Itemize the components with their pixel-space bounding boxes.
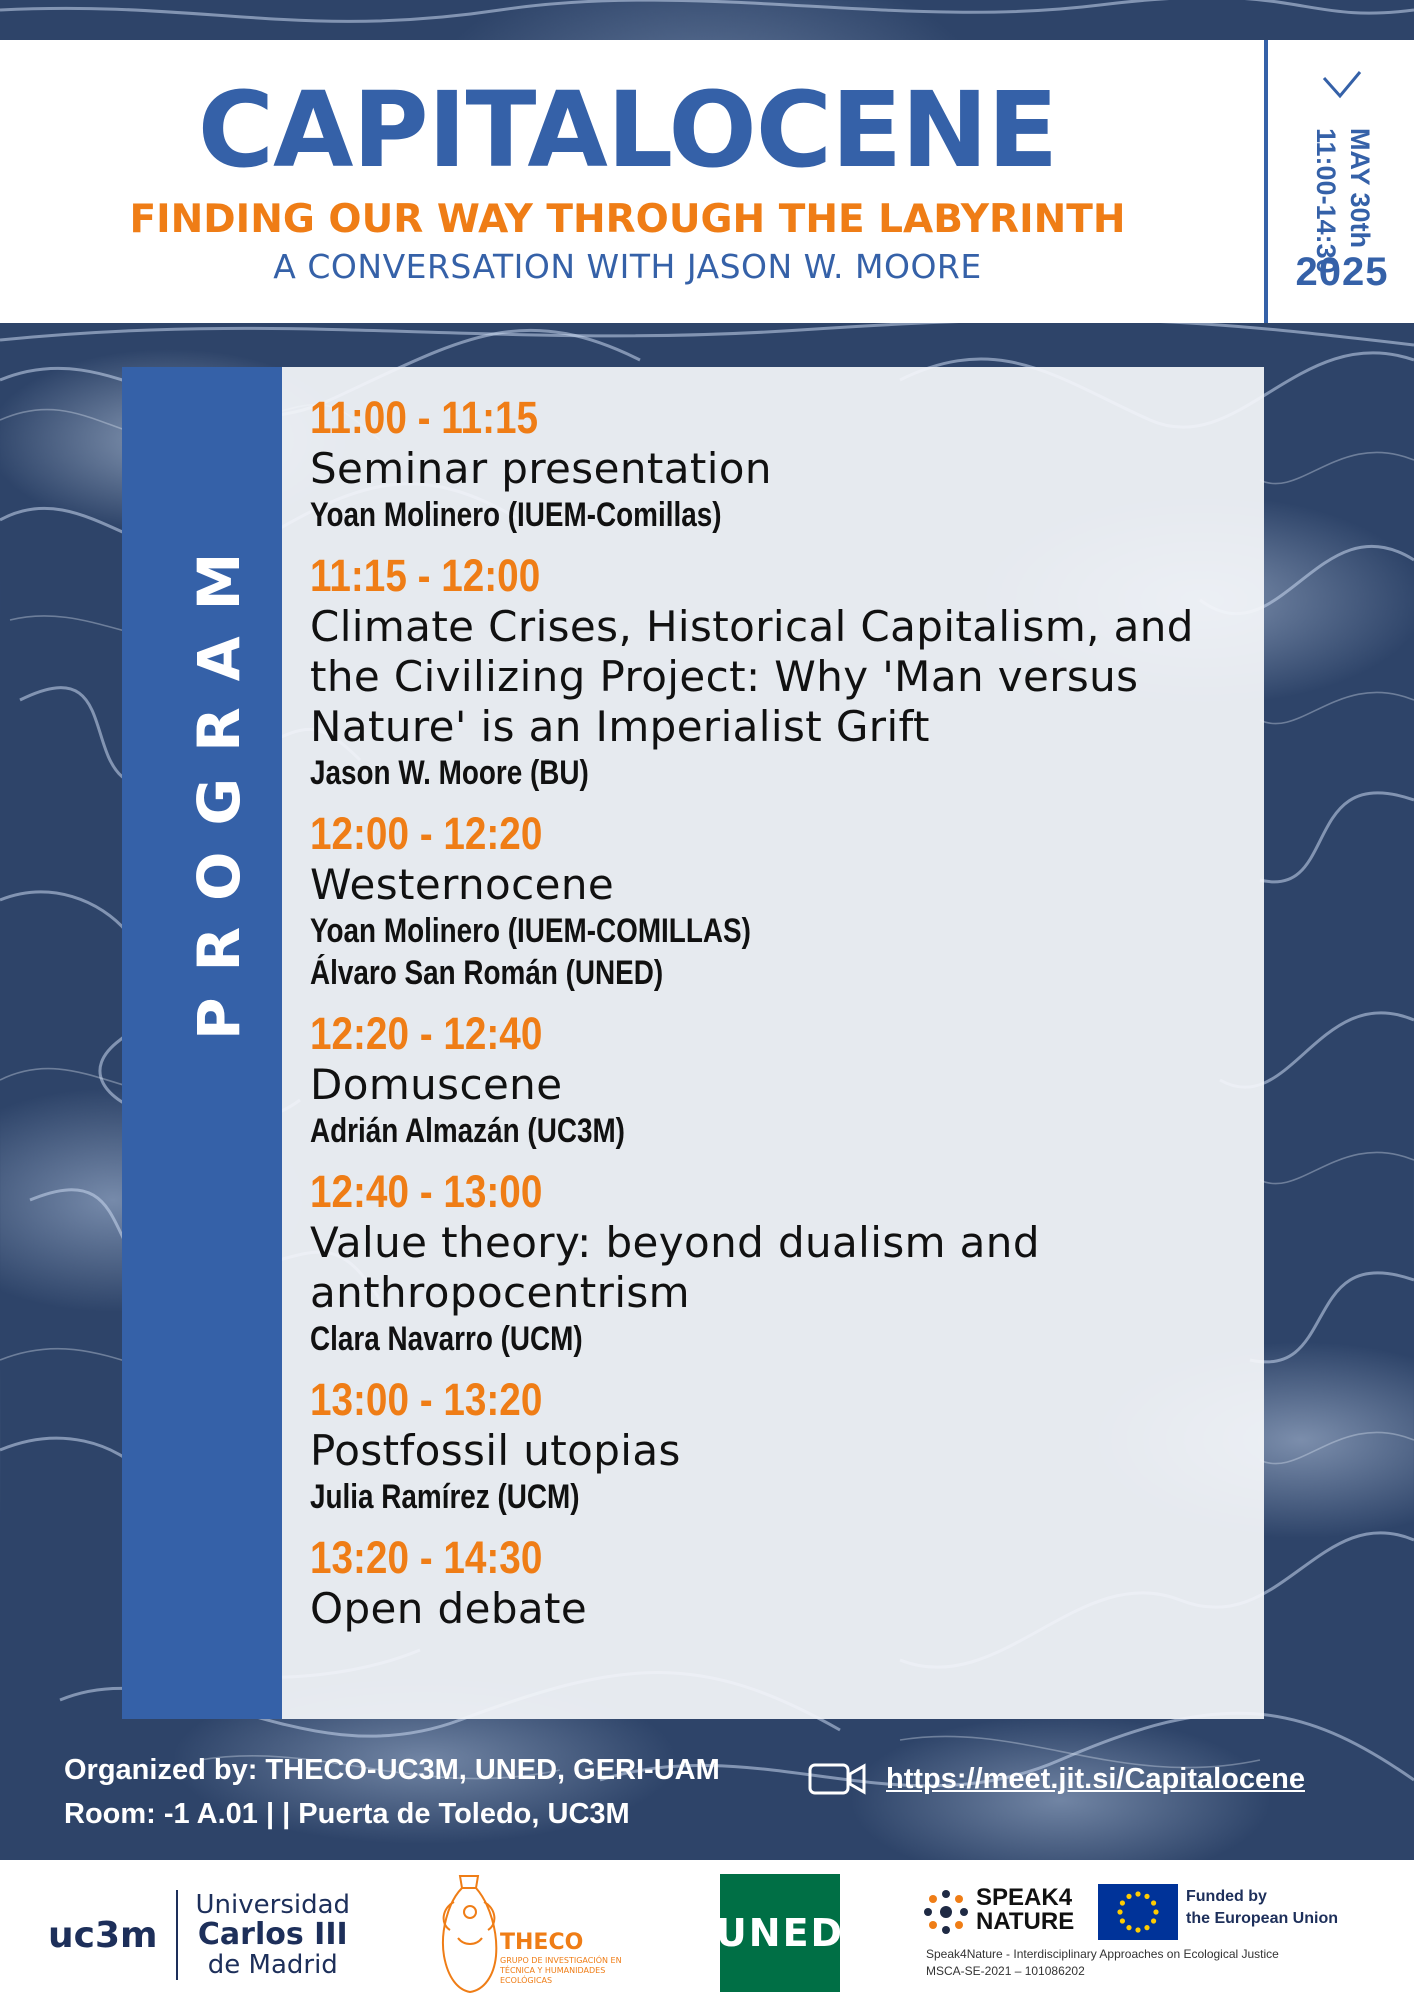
session-time: 12:00 - 12:20	[310, 808, 543, 859]
video-camera-icon	[808, 1760, 866, 1798]
header	[0, 40, 1414, 323]
theco-logo	[428, 1872, 628, 1997]
speak4nature-logo	[918, 1884, 1378, 1994]
session-title: Climate Crises, Historical Capitalism, and the Civilizing Project: Why 'Man versus Nature' is an Imperialist Grift	[310, 602, 1194, 751]
sponsor-logos	[0, 1860, 1414, 2000]
uned-text: UNED	[715, 1911, 845, 1955]
session-item	[310, 550, 1260, 794]
organizers: Organized by: THECO-UC3M, UNED, GERI-UAM	[64, 1754, 720, 1786]
uc3m-line1: Universidad	[195, 1890, 351, 1920]
event-info	[64, 1748, 720, 1836]
session-time: 12:40 - 13:00	[310, 1166, 543, 1217]
session-list	[310, 392, 1260, 1648]
session-item	[310, 1374, 1260, 1518]
event-tagline: A CONVERSATION WITH JASON W. MOORE	[273, 247, 982, 286]
session-title: Seminar presentation	[310, 444, 772, 493]
event-subtitle: FINDING OUR WAY THROUGH THE LABYRINTH	[129, 197, 1126, 242]
event-date: MAY 30th	[1345, 128, 1375, 249]
event-year: 2025	[1295, 250, 1389, 294]
uc3m-short: uc3m	[48, 1914, 158, 1956]
meeting-link-row	[808, 1760, 1305, 1798]
speak-line1: SPEAK4	[976, 1884, 1073, 1911]
session-speaker: Álvaro San Román (UNED)	[310, 954, 664, 992]
session-speaker: Julia Ramírez (UCM)	[310, 1478, 580, 1516]
session-title: Postfossil utopias	[310, 1426, 681, 1475]
event-time: 11:00-14:30	[1311, 128, 1341, 274]
session-speaker: Yoan Molinero (IUEM-COMILLAS)	[310, 912, 751, 950]
program-label: PROGRAM	[185, 526, 253, 1040]
speak-desc1: Speak4Nature - Interdisciplinary Approaches on Ecological Justice	[926, 1947, 1279, 1961]
speak-line2: NATURE	[976, 1908, 1075, 1935]
date-box	[1270, 40, 1414, 323]
session-time: 13:00 - 13:20	[310, 1374, 543, 1425]
session-speaker: Yoan Molinero (IUEM-Comillas)	[310, 496, 722, 534]
session-speaker: Jason W. Moore (BU)	[310, 754, 589, 792]
session-time: 11:15 - 12:00	[310, 550, 541, 601]
theco-description: GRUPO DE INVESTIGACIÓN EN TÉCNICA Y HUMANIDADES ECOLÓGICAS	[500, 1956, 622, 1985]
session-item	[310, 1008, 1260, 1152]
uc3m-logo	[48, 1890, 350, 1980]
check-mark-icon	[1322, 70, 1362, 100]
event-title: CAPITALOCENE	[197, 69, 1058, 191]
room: Room: -1 A.01 | | Puerta de Toledo, UC3M	[64, 1798, 630, 1830]
eu-flag-icon	[1098, 1884, 1178, 1940]
eu-line2: the European Union	[1186, 1910, 1338, 1927]
eu-line1: Funded by	[1186, 1888, 1267, 1905]
session-item	[310, 392, 1260, 536]
session-item	[310, 808, 1260, 994]
tree-icon	[918, 1884, 974, 1940]
uc3m-line3: de Madrid	[207, 1950, 338, 1980]
session-title: Value theory: beyond dualism and anthropocentrism	[310, 1218, 1040, 1317]
speak4nature-description	[926, 1946, 1279, 1980]
speak-desc2: MSCA-SE-2021 – 101086202	[926, 1964, 1085, 1978]
date-divider	[1264, 40, 1268, 323]
session-time: 13:20 - 14:30	[310, 1532, 543, 1583]
meeting-link[interactable]: https://meet.jit.si/Capitalocene	[886, 1762, 1305, 1795]
session-title: Domuscene	[310, 1060, 563, 1109]
uc3m-full-name	[196, 1890, 351, 1980]
session-speaker: Clara Navarro (UCM)	[310, 1320, 583, 1358]
session-speaker: Adrián Almazán (UC3M)	[310, 1112, 625, 1150]
speak4nature-name	[976, 1886, 1074, 1934]
uc3m-separator	[176, 1890, 178, 1980]
uc3m-line2: Carlos III	[197, 1917, 348, 1952]
session-title: Open debate	[310, 1584, 588, 1633]
session-item	[310, 1166, 1260, 1360]
session-item	[310, 1532, 1260, 1634]
session-time: 11:00 - 11:15	[310, 392, 539, 443]
session-time: 12:20 - 12:40	[310, 1008, 543, 1059]
uned-logo	[715, 1874, 845, 1992]
eu-funding-text	[1186, 1886, 1338, 1930]
session-title: Westernocene	[310, 860, 615, 909]
theco-name: THECO	[500, 1930, 584, 1955]
